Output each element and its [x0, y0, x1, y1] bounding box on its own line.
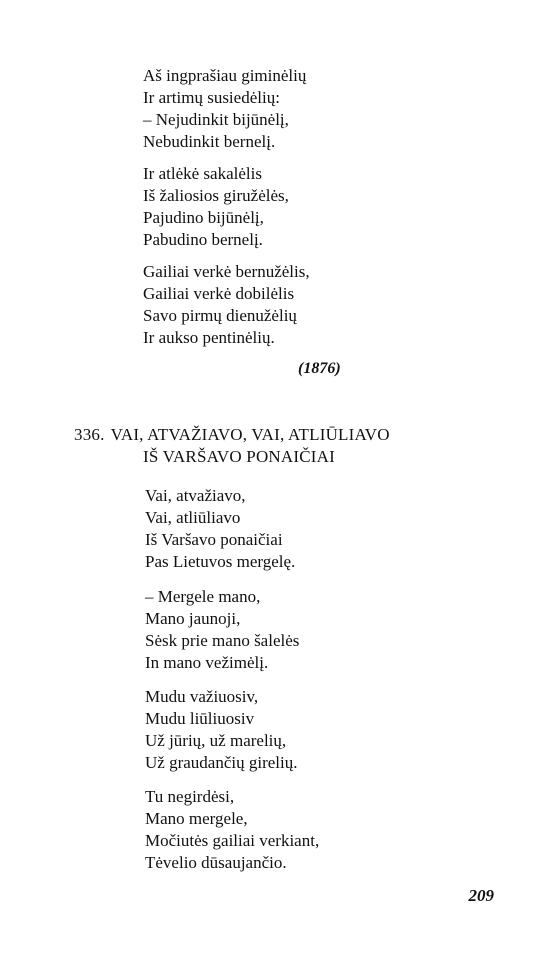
stanza — [143, 65, 306, 153]
stanza — [145, 485, 295, 573]
verse-line: Už jūrių, už marelių, — [145, 731, 287, 750]
verse-line: Gailiai verkė bernužėlis, — [143, 262, 310, 281]
verse-line: Iš Varšavo ponaičiai — [145, 530, 283, 549]
verse-line: Ir aukso pentinėlių. — [143, 328, 275, 347]
stanza — [145, 786, 319, 874]
verse-line: Mudu liūliuosiv — [145, 709, 255, 728]
verse-line: Aš ingprašiau giminėlių — [143, 66, 307, 85]
verse-line: Savo pirmų dienužėlių — [143, 306, 297, 325]
page-number: 209 — [468, 886, 494, 905]
verse-line: Mudu važiuosiv, — [145, 687, 259, 706]
verse-line: Vai, atvažiavo, — [145, 486, 246, 505]
song-title-line-1 — [74, 424, 390, 446]
verse-line: Tu negirdėsi, — [145, 787, 235, 806]
song-title: VAI, ATVAŽIAVO, VAI, ATLIŪLIAVO — [110, 425, 390, 444]
verse-line: Nebudinkit bernelį. — [143, 132, 276, 151]
verse-line: Iš žaliosios giružėlės, — [143, 186, 289, 205]
song-number: 336. — [74, 425, 105, 444]
stanza — [143, 261, 310, 349]
verse-line: Už graudančių girelių. — [145, 753, 298, 772]
song-title-line-2: IŠ VARŠAVO PONAIČIAI — [143, 447, 335, 466]
verse-line: Pajudino bijūnėlį, — [143, 208, 264, 227]
song-heading — [74, 424, 390, 468]
verse-line: Mano mergele, — [145, 809, 248, 828]
verse-line: Sėsk prie mano šalelės — [145, 631, 300, 650]
verse-line: Mano jaunoji, — [145, 609, 241, 628]
verse-line: Pas Lietuvos mergelę. — [145, 552, 296, 571]
verse-line: Tėvelio dūsaujančio. — [145, 853, 287, 872]
verse-line: Močiutės gailiai verkiant, — [145, 831, 320, 850]
poem-date: (1876) — [298, 360, 341, 377]
verse-line: – Nejudinkit bijūnėlį, — [143, 110, 289, 129]
verse-line: Pabudino bernelį. — [143, 230, 263, 249]
verse-line: Ir artimų susiedėlių: — [143, 88, 280, 107]
verse-line: – Mergele mano, — [145, 587, 261, 606]
stanza — [145, 586, 299, 674]
verse-line: In mano vežimėlį. — [145, 653, 269, 672]
verse-line: Ir atlėkė sakalėlis — [143, 164, 262, 183]
stanza — [143, 163, 289, 251]
verse-line: Vai, atliūliavo — [145, 508, 241, 527]
verse-line: Gailiai verkė dobilėlis — [143, 284, 295, 303]
stanza — [145, 686, 297, 774]
